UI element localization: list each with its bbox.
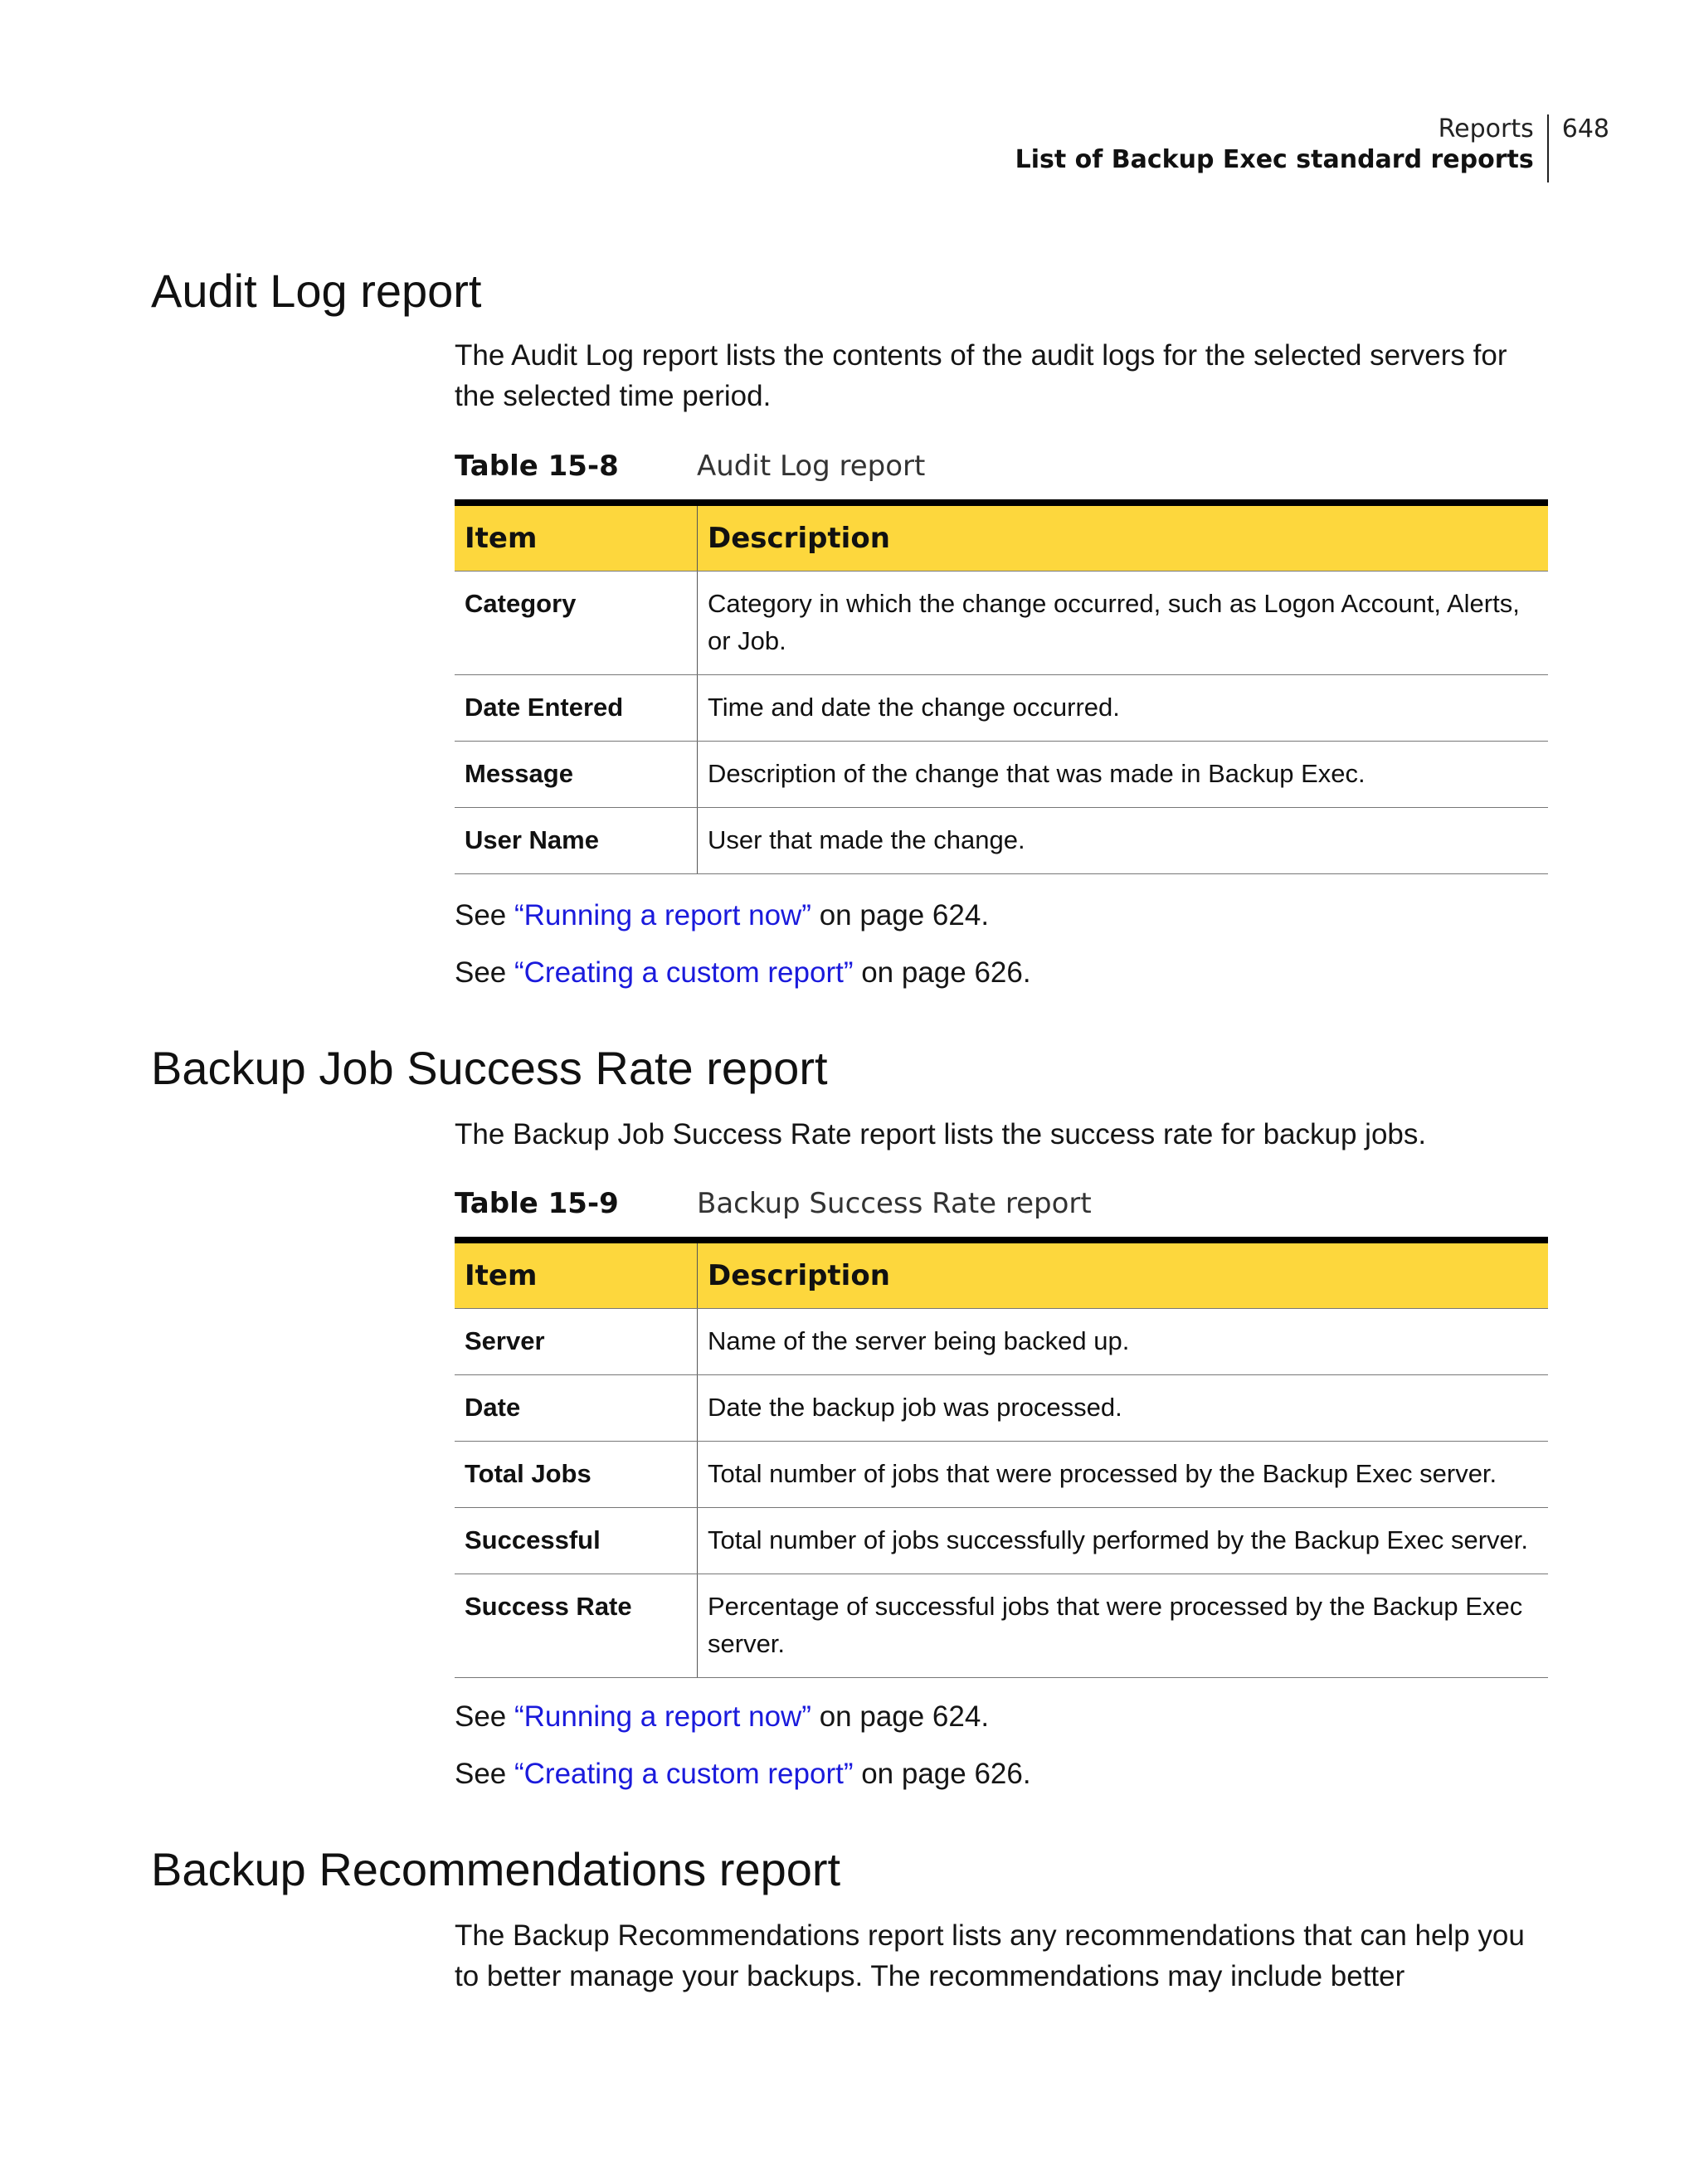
table-title: Audit Log report (697, 450, 926, 483)
see-prefix: See (455, 1700, 514, 1733)
header-text (1015, 114, 1549, 182)
audit-log-table (455, 499, 1548, 874)
row-item: User Name (455, 808, 698, 874)
row-description: Total number of jobs that were processed by the Backup Exec server. (698, 1442, 1549, 1508)
row-description: Time and date the change occurred. (698, 675, 1549, 742)
row-item: Success Rate (455, 1574, 698, 1678)
table-row (455, 742, 1548, 808)
table-row (455, 1375, 1548, 1442)
row-item: Category (455, 572, 698, 675)
column-header-description: Description (698, 1240, 1549, 1309)
row-item: Date (455, 1375, 698, 1442)
table-header-row (455, 503, 1548, 572)
table-row (455, 1574, 1548, 1678)
see-also-line (455, 896, 989, 936)
section-heading-success-rate: Backup Job Success Rate report (151, 1042, 828, 1094)
see-suffix: on page 626. (853, 1758, 1031, 1790)
see-suffix: on page 624. (811, 1700, 990, 1733)
header-chapter: Reports (1438, 114, 1534, 143)
see-prefix: See (455, 956, 514, 989)
row-description: Total number of jobs successfully performed by the Backup Exec server. (698, 1508, 1549, 1574)
row-item: Successful (455, 1508, 698, 1574)
see-also-line (455, 1697, 989, 1737)
cross-reference-link[interactable]: “Running a report now” (514, 1700, 811, 1733)
table-caption (455, 1186, 1092, 1221)
table-number: Table 15-8 (455, 450, 619, 483)
row-description: User that made the change. (698, 808, 1549, 874)
success-rate-table (455, 1237, 1548, 1678)
table-number: Table 15-9 (455, 1187, 619, 1220)
cross-reference-link[interactable]: “Creating a custom report” (514, 956, 854, 989)
column-header-description: Description (698, 503, 1549, 572)
see-prefix: See (455, 1758, 514, 1790)
page-number: 648 (1561, 114, 1609, 143)
table-row (455, 1309, 1548, 1375)
row-description: Category in which the change occurred, such as Logon Account, Alerts, or Job. (698, 572, 1549, 675)
row-item: Total Jobs (455, 1442, 698, 1508)
section-intro-audit-log: The Audit Log report lists the contents of the audit logs for the selected servers for the selected time period. (455, 339, 1507, 412)
table-header-row (455, 1240, 1548, 1309)
row-description: Date the backup job was processed. (698, 1375, 1549, 1442)
row-description: Name of the server being backed up. (698, 1309, 1549, 1375)
row-item: Message (455, 742, 698, 808)
column-header-item: Item (455, 1240, 698, 1309)
running-header (1015, 114, 1609, 182)
see-also-line (455, 953, 1031, 993)
see-suffix: on page 626. (853, 956, 1031, 989)
row-description: Description of the change that was made in Backup Exec. (698, 742, 1549, 808)
cross-reference-link[interactable]: “Creating a custom report” (514, 1758, 854, 1790)
table-row (455, 572, 1548, 675)
see-suffix: on page 624. (811, 899, 990, 931)
header-section: List of Backup Exec standard reports (1015, 145, 1534, 174)
row-description: Percentage of successful jobs that were processed by the Backup Exec server. (698, 1574, 1549, 1678)
section-heading-audit-log: Audit Log report (151, 265, 482, 317)
cross-reference-link[interactable]: “Running a report now” (514, 899, 811, 931)
column-header-item: Item (455, 503, 698, 572)
table-title: Backup Success Rate report (697, 1187, 1092, 1220)
table-row (455, 1508, 1548, 1574)
table-caption (455, 449, 925, 484)
see-also-line (455, 1754, 1031, 1794)
row-item: Server (455, 1309, 698, 1375)
row-item: Date Entered (455, 675, 698, 742)
table-row (455, 808, 1548, 874)
section-intro-recommendations: The Backup Recommendations report lists any recommendations that can help you to better manage your backups. The recommendations may include better (455, 1919, 1525, 1992)
section-intro-success-rate: The Backup Job Success Rate report lists the success rate for backup jobs. (455, 1118, 1427, 1150)
table-row (455, 675, 1548, 742)
see-prefix: See (455, 899, 514, 931)
section-heading-recommendations: Backup Recommendations report (151, 1843, 841, 1895)
table-row (455, 1442, 1548, 1508)
